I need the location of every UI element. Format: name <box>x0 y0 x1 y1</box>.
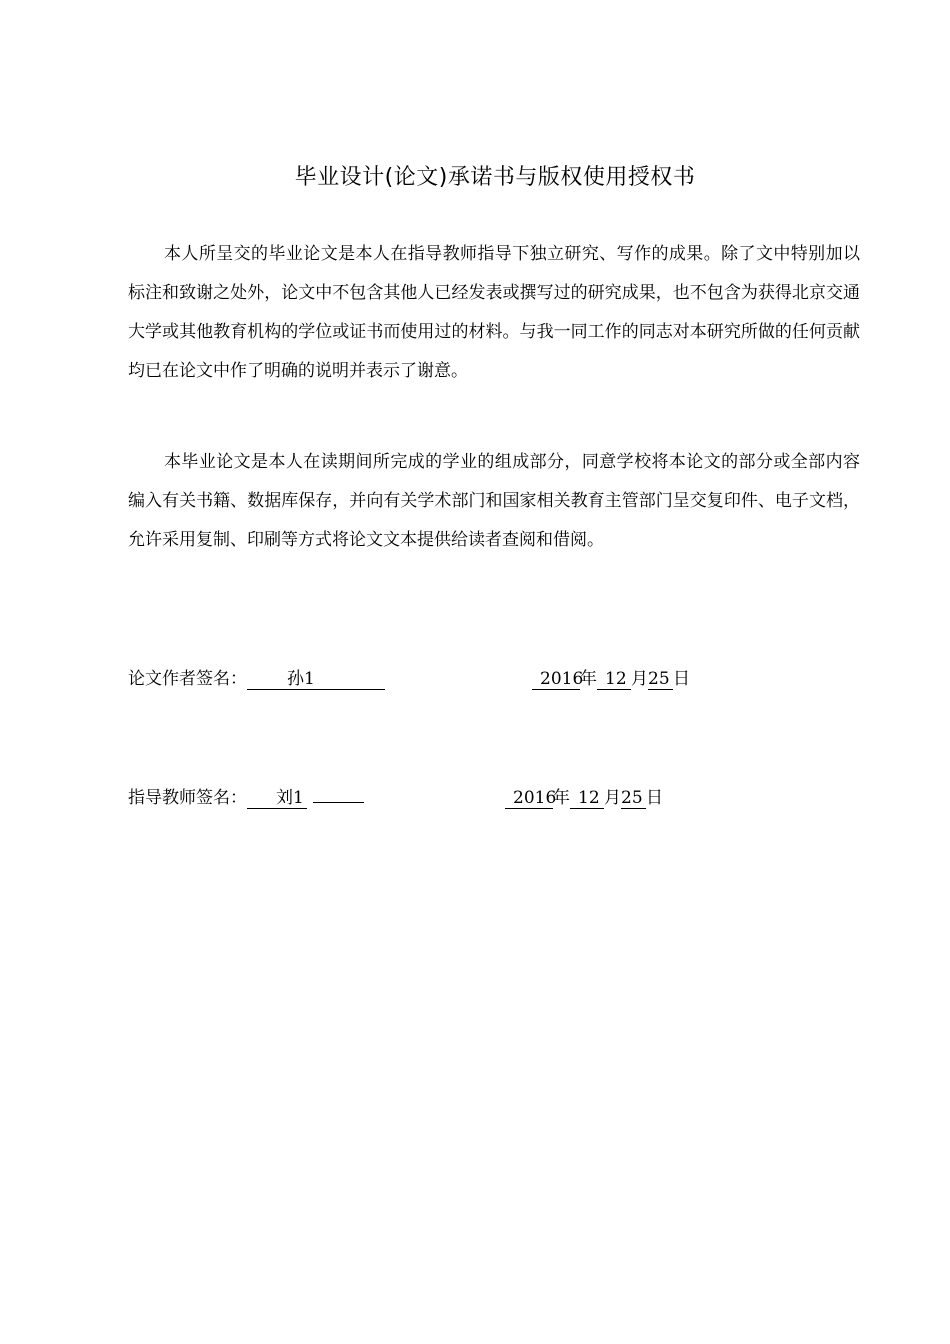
advisor-date-day: 25 <box>621 788 646 809</box>
advisor-date-month: 12 <box>570 788 604 809</box>
author-date-month: 12 <box>597 669 631 690</box>
advisor-date-year-unit: 年 <box>553 788 570 808</box>
author-date-month-unit: 月 <box>631 669 648 689</box>
authorization-paragraph: 本毕业论文是本人在读期间所完成的学业的组成部分，同意学校将本论文的部分或全部内容编入有关书籍、数据库保存，并向有关学术部门和国家相关教育主管部门呈交复印件、电子文档，允许采用复制、印刷等方式将论文文本提供给读者查阅和借阅。 <box>128 452 860 550</box>
advisor-signature-label: 指导教师签名： <box>128 788 247 808</box>
advisor-signature-date <box>505 785 663 811</box>
advisor-signature-blank <box>313 802 364 803</box>
commitment-paragraph: 本人所呈交的毕业论文是本人在指导教师指导下独立研究、写作的成果。除了文中特别加以标注和致谢之处外，论文中不包含其他人已经发表或撰写过的研究成果，也不包含为获得北京交通大学或其他教育机构的学位或证书而使用过的材料。与我一同工作的同志对本研究所做的任何贡献均已在论文中作了明确的说明并表示了谢意。 <box>128 244 860 381</box>
author-date-year-unit: 年 <box>580 669 597 689</box>
author-signature-label: 论文作者签名： <box>128 669 247 689</box>
author-signature-name: 孙1 <box>247 669 385 690</box>
advisor-signature-name: 刘1 <box>247 788 307 809</box>
author-date-day-unit: 日 <box>673 669 690 689</box>
document-title: 毕业设计(论文)承诺书与版权使用授权书 <box>294 165 696 190</box>
author-date-year: 2016 <box>532 669 580 690</box>
author-signature-row <box>128 666 690 692</box>
advisor-date-year: 2016 <box>505 788 553 809</box>
advisor-date-month-unit: 月 <box>604 788 621 808</box>
author-signature-date <box>532 666 690 692</box>
advisor-date-day-unit: 日 <box>646 788 663 808</box>
author-date-day: 25 <box>648 669 673 690</box>
advisor-signature-row <box>128 785 663 811</box>
